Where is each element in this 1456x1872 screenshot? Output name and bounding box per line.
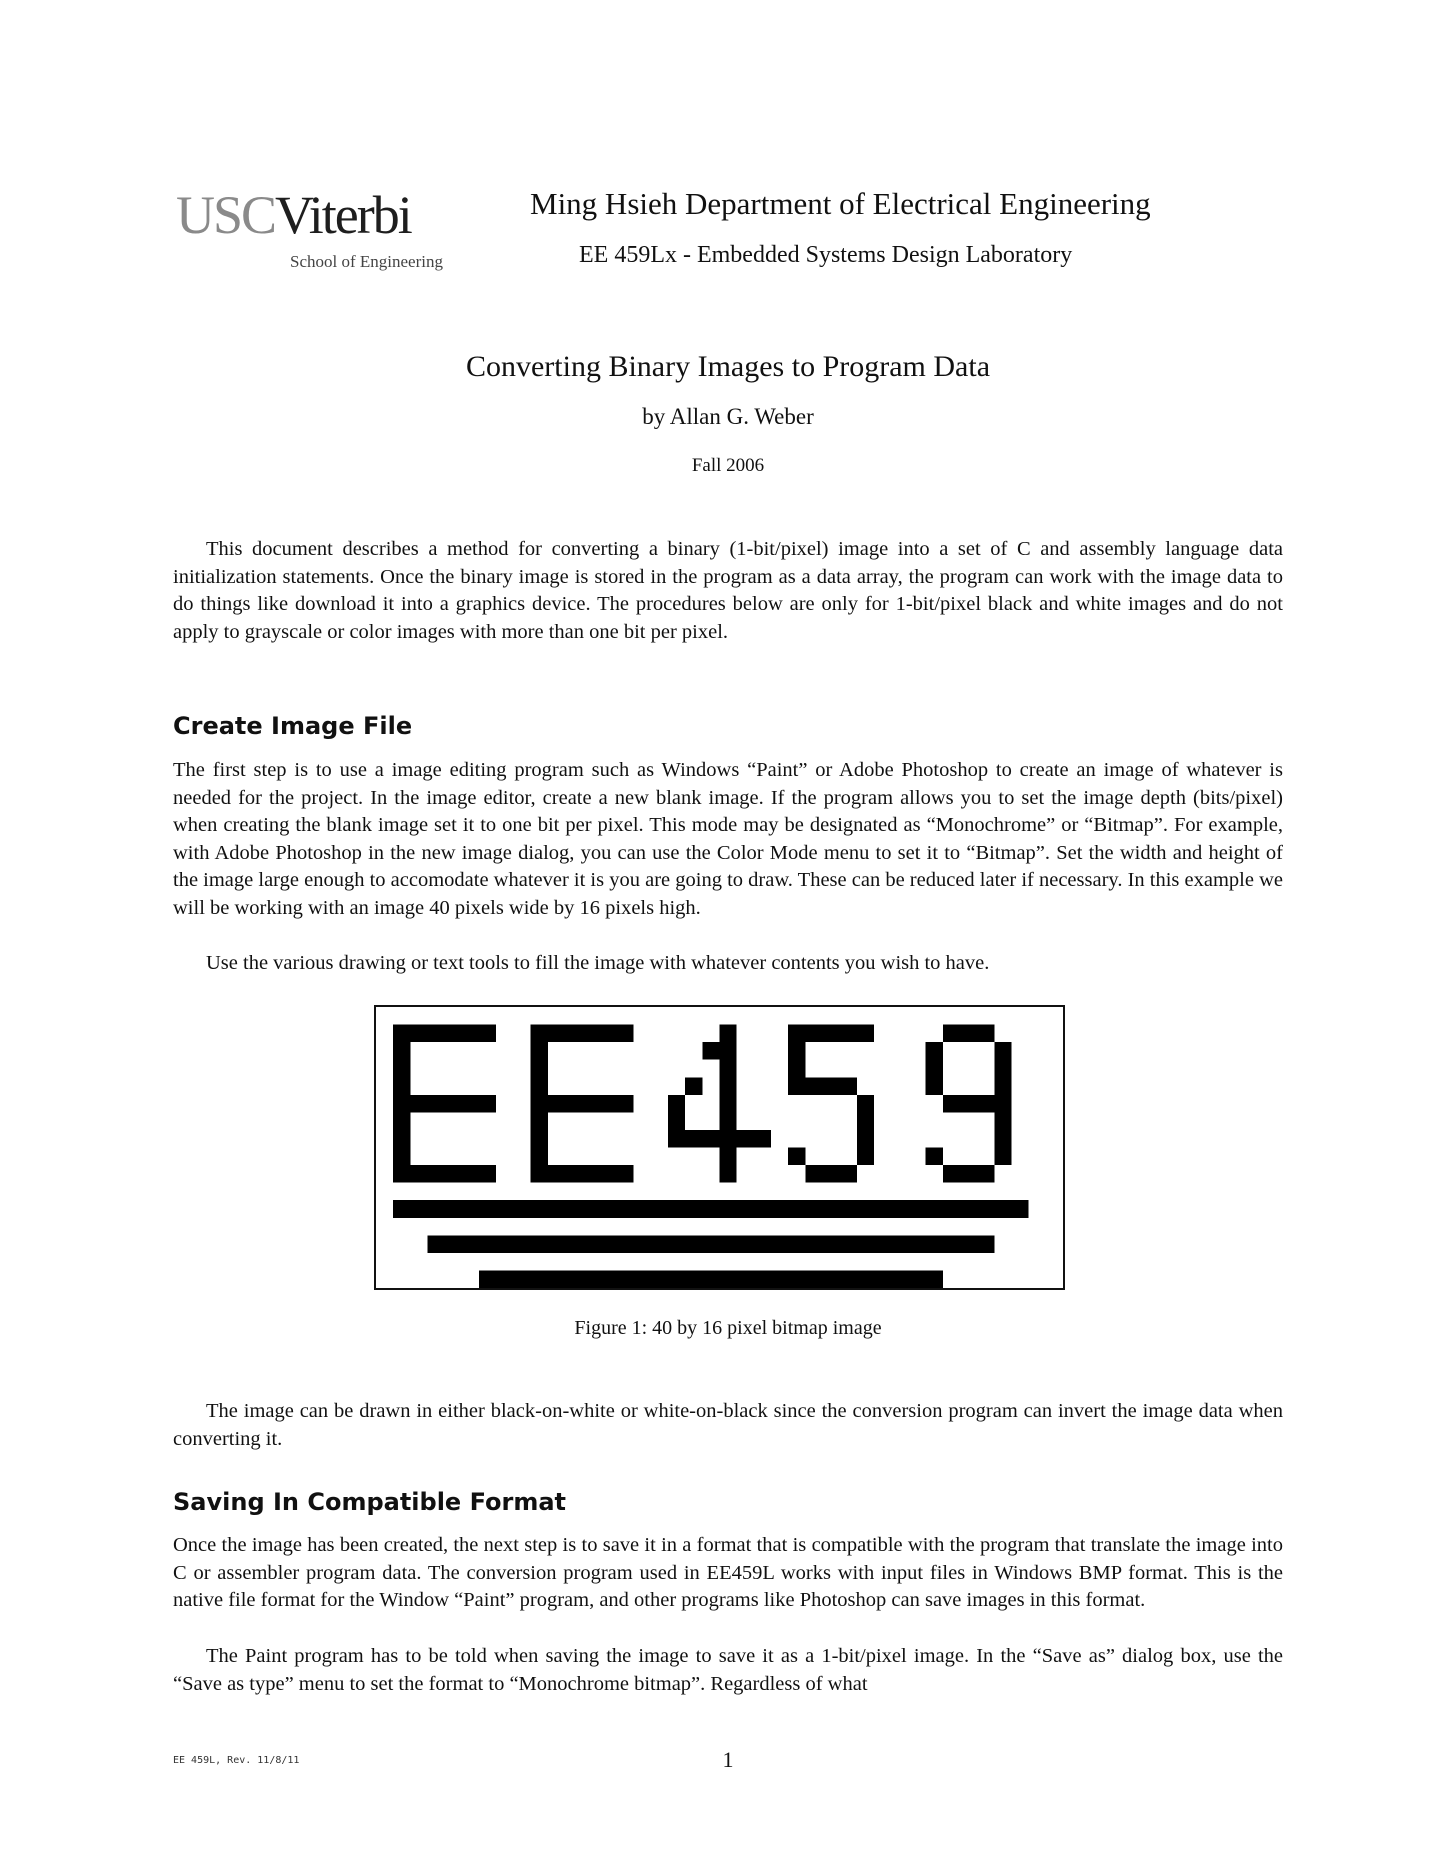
section2-paragraph-1: Once the image has been created, the next step is to save it in a format that is compatible with the program that translate the image into C or assembler program data. The conversion program used in EE459L works with input files in Windows BMP format. This is the native file format for the Window “Paint” program, and other programs like Photoshop can save images in this format. [173,1534,1283,1612]
figure-bitmap-image [374,1005,1065,1290]
document-author: by Allan G. Weber [642,404,814,429]
figure-caption: Figure 1: 40 by 16 pixel bitmap image [574,1317,882,1339]
page-number: 1 [722,1747,734,1772]
section-heading-saving-format: Saving In Compatible Format [173,1488,566,1516]
logo-usc: USC [176,185,276,245]
section2-paragraph-2: The Paint program has to be told when saving the image to save it as a 1-bit/pixel image. In the “Save as” dialog box, use the “Save as type” menu to set the format to “Monochrome bitmap”. Regardless of what [173,1645,1283,1695]
section1-paragraph-1: The first step is to use a image editing program such as Windows “Paint” or Adobe Photoshop to create an image of whatever is needed for the project. In the image editor, create a new blank image. If the program allows you to set the image depth (bits/pixel) when creating the blank image set it to one bit per pixel. This mode may be designated as “Monochrome” or “Bitmap”. For example, with Adobe Photoshop in the new image dialog, you can use the Color Mode menu to set it to “Bitmap”. Set the width and height of the image large enough to accomodate whatever it is you are going to draw. These can be reduced later if necessary. In this example we will be working with an image 40 pixels wide by 16 pixels high. [173,759,1283,919]
logo-subtitle: School of Engineering [290,252,443,271]
footer-revision: EE 459L, Rev. 11/8/11 [173,1755,300,1766]
logo-wordmark [176,185,476,245]
bitmap-ee459-graphic [376,1007,1063,1288]
document-title: Converting Binary Images to Program Data [465,350,991,383]
after-figure-paragraph: The image can be drawn in either black-on-white or white-on-black since the conversion program can invert the image data when converting it. [173,1400,1283,1450]
department-name: Ming Hsieh Department of Electrical Engineering [530,186,1151,221]
bitmap-pixels [393,1025,1028,1288]
usc-viterbi-logo [176,185,476,278]
section1-paragraph-2: Use the various drawing or text tools to fill the image with whatever contents you wish to have. [206,952,990,974]
course-name: EE 459Lx - Embedded Systems Design Laboratory [579,242,1073,268]
section-heading-create-image: Create Image File [173,712,413,740]
document-date: Fall 2006 [691,455,765,476]
logo-viterbi: Viterbi [275,185,411,245]
intro-paragraph: This document describes a method for converting a binary (1-bit/pixel) image into a set of C and assembly language data initialization statements. Once the binary image is stored in the program as a data array, the program can work with the image data to do things like download it into a graphics device. The procedures below are only for 1-bit/pixel black and white images and do not apply to grayscale or color images with more than one bit per pixel. [173,538,1283,643]
